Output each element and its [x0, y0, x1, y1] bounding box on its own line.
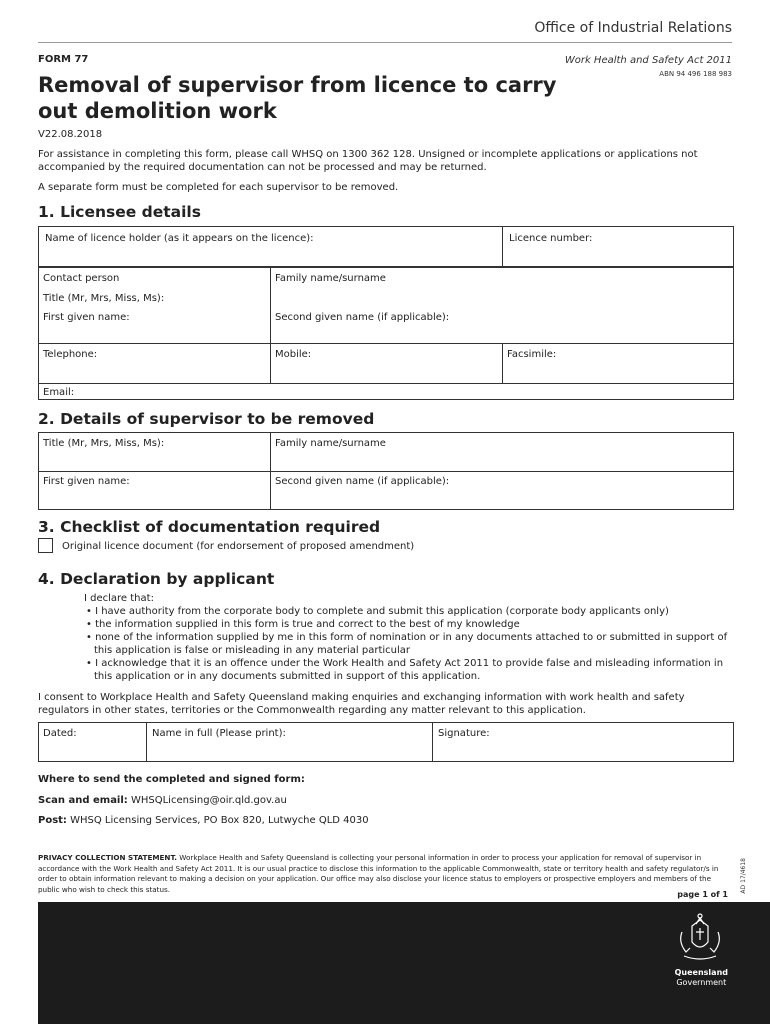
privacy-label: PRIVACY COLLECTION STATEMENT. — [38, 853, 177, 862]
divider — [270, 343, 271, 383]
version: V22.08.2018 — [38, 129, 103, 140]
section2-heading: 2. Details of supervisor to be removed — [38, 410, 375, 428]
contact-block[interactable] — [38, 266, 734, 400]
first-given-label: First given name: — [43, 312, 130, 323]
privacy-text: Workplace Health and Safety Queensland is collecting your personal information in order to process your application for removal of supervisor in accordance with the Work Health and Safety Act 2011. It is our usual practice to disclose this information to the applicable Commonwealth, state or territory health and safety regulator/s in order to obtain information relevant to making a decision on your application. Our office may also disclose your licence status to employers or prospective employers and members of the public who wish to check this status. — [38, 853, 719, 894]
section4-heading: 4. Declaration by applicant — [38, 570, 275, 588]
section3-heading: 3. Checklist of documentation required — [38, 518, 381, 536]
section1-heading: 1. Licensee details — [38, 203, 201, 221]
checklist-item-label: Original licence document (for endorsement of proposed amendment) — [62, 541, 415, 552]
signature-row[interactable] — [38, 722, 734, 762]
post-label: Post: — [38, 815, 67, 826]
form-number: FORM 77 — [38, 54, 89, 65]
scan-email-link[interactable]: WHSQLicensing@oir.qld.gov.au — [130, 795, 287, 806]
original-licence-checkbox[interactable] — [38, 538, 53, 553]
declaration-list — [84, 605, 734, 683]
queensland-crest-icon — [670, 912, 730, 972]
name-full-label: Name in full (Please print): — [152, 728, 286, 739]
declaration-item: • I have authority from the corporate body to complete and submit this application (corporate body applicants only) — [86, 606, 669, 617]
licence-holder-row[interactable] — [38, 226, 734, 268]
separate-form-text: A separate form must be completed for each supervisor to be removed. — [38, 182, 399, 193]
scan-label: Scan and email: — [38, 795, 128, 806]
family-name-label: Family name/surname — [275, 273, 386, 284]
divider — [39, 383, 733, 384]
divider — [39, 471, 733, 472]
licence-number-label: Licence number: — [509, 233, 593, 244]
abn: ABN 94 496 188 983 — [659, 70, 732, 78]
licence-holder-label: Name of licence holder (as it appears on the licence): — [45, 233, 314, 244]
facsimile-label: Facsimile: — [507, 349, 557, 360]
title-label: Title (Mr, Mrs, Miss, Ms): — [43, 293, 165, 304]
office-name: Office of Industrial Relations — [534, 20, 732, 36]
first-given-label: First given name: — [43, 476, 130, 487]
declaration-item: • the information supplied in this form is true and correct to the best of my knowledge — [86, 619, 520, 630]
signature-label: Signature: — [438, 728, 490, 739]
divider — [146, 723, 147, 761]
contact-person-label: Contact person — [43, 273, 120, 284]
declaration — [84, 592, 734, 683]
telephone-label: Telephone: — [43, 349, 98, 360]
assistance-text: For assistance in completing this form, please call WHSQ on 1300 362 128. Unsigned or incomplete applications or applications not accompanied by the required documentation can not be processed and may be returned. — [38, 149, 698, 173]
footer-bar — [38, 902, 770, 1024]
dated-label: Dated: — [43, 728, 77, 739]
divider — [432, 723, 433, 761]
post-line — [38, 815, 369, 826]
declaration-item: • I acknowledge that it is an offence under the Work Health and Safety Act 2011 to provide false and misleading information in this application or in any documents submitted in support of this application. — [86, 658, 724, 682]
post-address: WHSQ Licensing Services, PO Box 820, Lutwyche QLD 4030 — [70, 815, 369, 826]
divider — [39, 343, 733, 344]
divider — [502, 343, 503, 383]
logo-line2: Government — [676, 978, 727, 987]
declare-intro: I declare that: — [84, 593, 154, 604]
logo-line1: Queensland — [674, 968, 728, 977]
queensland-government-logo — [675, 968, 728, 988]
mobile-label: Mobile: — [275, 349, 312, 360]
supervisor-block[interactable] — [38, 432, 734, 510]
page-number: page 1 of 1 — [677, 890, 728, 899]
privacy-statement — [38, 853, 728, 895]
header-rule — [38, 42, 732, 43]
second-given-label: Second given name (if applicable): — [275, 312, 450, 323]
page-title: Removal of supervisor from licence to carry out demolition work — [38, 73, 557, 123]
declaration-item: • none of the information supplied by me in this form of nomination or in any documents attached to or submitted in support of this application is false or misleading in any material particular — [86, 632, 728, 656]
divider — [502, 227, 503, 267]
consent-text: I consent to Workplace Health and Safety Queensland making enquiries and exchanging information with work health and safety regulators in other states, territories or the Commonwealth regarding any matter relevant to this application. — [38, 692, 685, 716]
family-name-label: Family name/surname — [275, 438, 386, 449]
second-given-label: Second given name (if applicable): — [275, 476, 450, 487]
email-label: Email: — [43, 387, 75, 398]
divider — [270, 267, 271, 343]
scan-email-line — [38, 795, 287, 806]
act-name: Work Health and Safety Act 2011 — [564, 55, 732, 66]
title-label: Title (Mr, Mrs, Miss, Ms): — [43, 438, 165, 449]
send-heading: Where to send the completed and signed form: — [38, 774, 305, 785]
doc-reference: AD 17/4618 — [740, 858, 747, 894]
